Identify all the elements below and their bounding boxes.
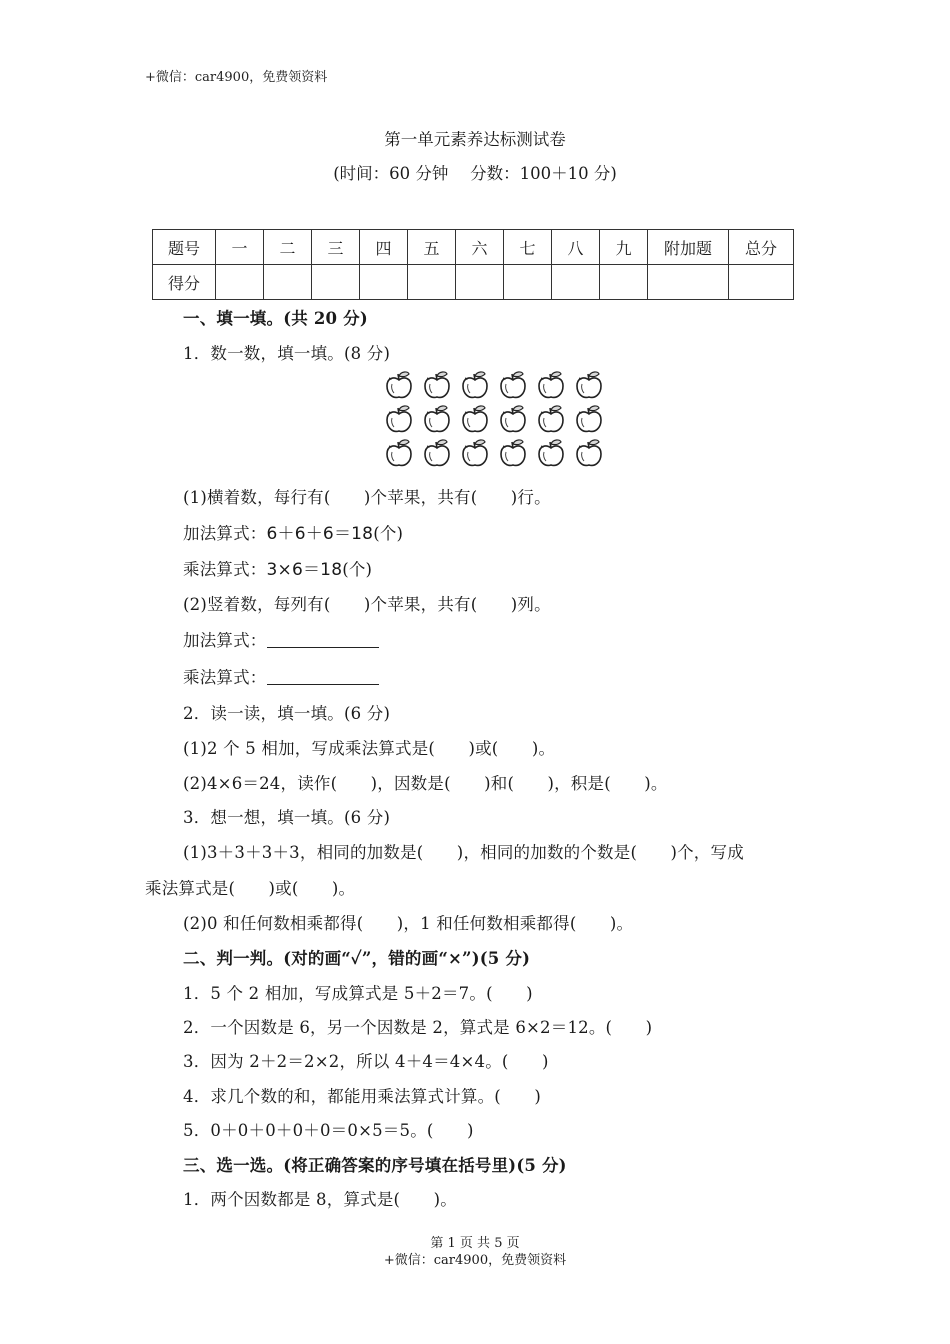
table-cell: 七 [504, 230, 552, 265]
score-cell [648, 265, 729, 300]
table-cell: 一 [216, 230, 264, 265]
page-subtitle: (时间：60 分钟 分数：100＋10 分) [333, 164, 617, 183]
apple-icon [421, 437, 453, 469]
score-table-score-row [153, 265, 794, 300]
q1-mul-line2 [183, 664, 379, 688]
apple-icon [535, 369, 567, 401]
add-expression: 6＋6＋6＝18 [266, 524, 374, 544]
q3-part1b: 乘法算式是( )或( )。 [145, 879, 356, 898]
judge-item: 4．求几个数的和，都能用乘法算式计算。( ) [183, 1087, 541, 1106]
table-cell: 九 [600, 230, 648, 265]
judge-item: 5．0＋0＋0＋0＋0＝0×5＝5。( ) [183, 1121, 474, 1140]
table-cell: 八 [552, 230, 600, 265]
score-cell [600, 265, 648, 300]
score-cell [312, 265, 360, 300]
q1-part1: (1)横着数，每行有( )个苹果，共有( )行。 [183, 488, 551, 507]
apple-icon [573, 369, 605, 401]
apple-icon [573, 437, 605, 469]
apple-icon [383, 437, 415, 469]
watermark-top: +微信：car4900，免费领资料 [145, 70, 328, 85]
apple-icon [497, 369, 529, 401]
q2-part1: (1)2 个 5 相加，写成乘法算式是( )或( )。 [183, 739, 556, 758]
section3-heading: 三、选一选。(将正确答案的序号填在括号里)(5 分) [183, 1156, 567, 1175]
q2-part2: (2)4×6＝24，读作( )，因数是( )和( )，积是( )。 [183, 774, 668, 793]
score-cell [729, 265, 794, 300]
q1-add-line [183, 519, 403, 544]
apple-icon [383, 403, 415, 435]
q3-part1a: (1)3＋3＋3＋3，相同的加数是( )，相同的加数的个数是( )个，写成 [183, 843, 744, 862]
q1-add-line2 [183, 627, 379, 651]
answer-blank[interactable] [267, 631, 379, 648]
apple-icon [383, 369, 415, 401]
apple-icon [459, 403, 491, 435]
q3-prompt: 3．想一想，填一填。(6 分) [183, 808, 391, 827]
answer-blank[interactable] [267, 668, 379, 685]
judge-item: 2．一个因数是 6，另一个因数是 2，算式是 6×2＝12。( ) [183, 1018, 653, 1037]
q1-mul-line [183, 555, 372, 580]
page-number: 第 1 页 共 5 页 [430, 1236, 520, 1251]
add-label: 加法算式： [183, 524, 267, 543]
table-cell: 二 [264, 230, 312, 265]
score-cell [408, 265, 456, 300]
apple-icon [421, 403, 453, 435]
apple-icon [459, 369, 491, 401]
table-cell: 四 [360, 230, 408, 265]
judge-item: 3．因为 2＋2＝2×2，所以 4＋4＝4×4。( ) [183, 1052, 549, 1071]
add-label2: 加法算式： [183, 631, 267, 650]
score-cell [504, 265, 552, 300]
q1-prompt: 1．数一数，填一填。(8 分) [183, 344, 391, 363]
table-cell: 得分 [153, 265, 216, 300]
apple-icon [535, 403, 567, 435]
mul-label: 乘法算式： [183, 560, 267, 579]
score-cell [456, 265, 504, 300]
apple-icon [497, 437, 529, 469]
section1-heading: 一、填一填。(共 20 分) [183, 309, 368, 328]
apple-icon [497, 403, 529, 435]
judge-item: 1．5 个 2 相加，写成算式是 5＋2＝7。( ) [183, 984, 533, 1003]
q2-prompt: 2．读一读，填一填。(6 分) [183, 704, 391, 723]
table-cell: 附加题 [648, 230, 729, 265]
page-title: 第一单元素养达标测试卷 [384, 130, 566, 149]
score-table [152, 229, 794, 300]
mul-expression: 3×6＝18 [266, 560, 343, 580]
apple-grid [383, 369, 607, 471]
mul-label2: 乘法算式： [183, 668, 267, 687]
table-cell: 五 [408, 230, 456, 265]
score-cell [360, 265, 408, 300]
apple-icon [573, 403, 605, 435]
watermark-bottom: +微信：car4900，免费领资料 [383, 1253, 567, 1268]
score-cell [264, 265, 312, 300]
table-cell: 三 [312, 230, 360, 265]
score-cell [216, 265, 264, 300]
add-unit: (个) [373, 524, 404, 543]
apple-icon [421, 369, 453, 401]
score-table-header-row [153, 230, 794, 265]
score-cell [552, 265, 600, 300]
table-cell: 总分 [729, 230, 794, 265]
apple-icon [459, 437, 491, 469]
q1-part2: (2)竖着数，每列有( )个苹果，共有( )列。 [183, 595, 551, 614]
q3-part2: (2)0 和任何数相乘都得( )，1 和任何数相乘都得( )。 [183, 914, 634, 933]
section2-heading: 二、判一判。(对的画“✓”，错的画“×”)(5 分) [183, 949, 531, 968]
table-cell: 题号 [153, 230, 216, 265]
table-cell: 六 [456, 230, 504, 265]
choice-q1: 1．两个因数都是 8，算式是( )。 [183, 1190, 457, 1209]
apple-icon [535, 437, 567, 469]
mul-unit: (个) [342, 560, 373, 579]
